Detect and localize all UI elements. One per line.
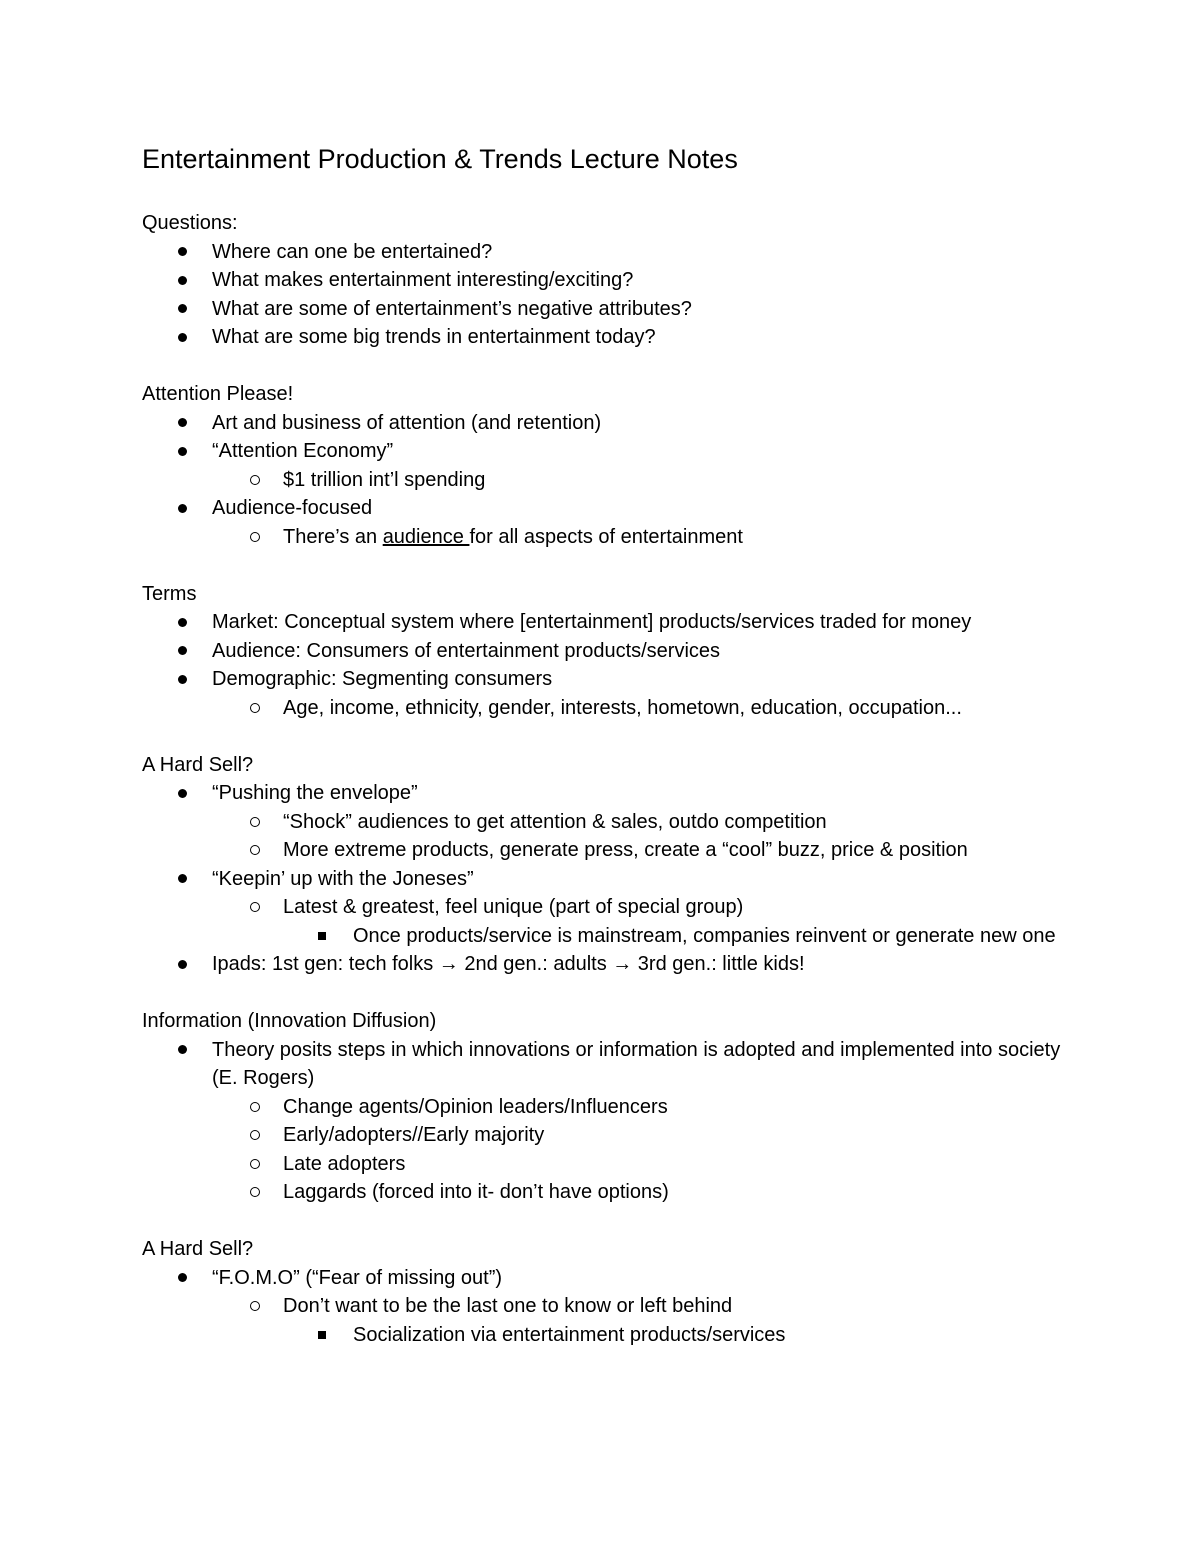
list-item — [142, 950, 1070, 979]
list-item — [142, 494, 1070, 523]
list-item — [142, 637, 1070, 666]
list-marker — [250, 836, 260, 865]
text-run: There’s an — [283, 525, 383, 548]
list-item-text: Where can one be entertained? — [212, 240, 493, 263]
notes-section — [142, 380, 1070, 551]
section-heading: Information (Innovation Diffusion) — [142, 1010, 437, 1032]
list-item — [142, 266, 1070, 295]
list-item — [142, 1321, 1070, 1350]
list-item — [142, 523, 1070, 552]
list-item — [142, 922, 1070, 951]
list-item-text: What makes entertainment interesting/exciting? — [212, 269, 634, 291]
bullet-disc-icon — [178, 418, 187, 427]
bullet-disc-icon — [178, 504, 187, 513]
bullet-disc-icon — [178, 874, 187, 883]
list-marker — [250, 1121, 260, 1150]
page-title: Entertainment Production & Trends Lecture Notes — [142, 144, 738, 174]
notes-section — [142, 1007, 1070, 1207]
list-item — [142, 608, 1070, 637]
bullet-disc-icon — [178, 618, 187, 627]
bullet-disc-icon — [178, 789, 187, 798]
bullet-circle-icon — [250, 1187, 260, 1197]
list-item-text: What are some of entertainment’s negative attributes? — [212, 297, 692, 320]
list-item-text: “Keepin’ up with the Joneses” — [212, 867, 474, 890]
list-marker — [250, 1150, 260, 1179]
list-item-text: What are some big trends in entertainment today? — [212, 326, 656, 348]
list-marker — [178, 665, 187, 694]
list-marker — [250, 1292, 260, 1321]
list-item-text — [283, 526, 743, 548]
list-marker — [178, 437, 187, 466]
list-item — [142, 1121, 1070, 1150]
notes-section — [142, 209, 1070, 352]
list-item — [142, 466, 1070, 495]
bullet-disc-icon — [178, 1045, 187, 1054]
bullet-circle-icon — [250, 902, 260, 912]
bullet-disc-icon — [178, 247, 187, 256]
list-item-text: Late adopters — [283, 1152, 406, 1175]
list-marker — [250, 808, 260, 837]
bullet-circle-icon — [250, 1301, 260, 1311]
bullet-disc-icon — [178, 447, 187, 456]
bullet-disc-icon — [178, 960, 187, 969]
list-item-text: Audience: Consumers of entertainment products/services — [212, 639, 721, 662]
list-item-text: $1 trillion int’l spending — [283, 468, 486, 491]
list-marker — [250, 523, 260, 552]
list-item — [142, 295, 1070, 324]
bullet-list-level-1 — [142, 1264, 1070, 1350]
bullet-circle-icon — [250, 817, 260, 827]
list-item-text: Once products/service is mainstream, companies reinvent or generate new one — [353, 924, 1056, 947]
bullet-disc-icon — [178, 1273, 187, 1282]
list-marker — [318, 922, 326, 951]
bullet-list-level-1 — [142, 1036, 1070, 1207]
bullet-list-level-1 — [142, 608, 1070, 722]
list-marker — [250, 1178, 260, 1207]
list-item-text: Art and business of attention (and retention) — [212, 411, 602, 434]
list-item — [142, 238, 1070, 267]
bullet-circle-icon — [250, 845, 260, 855]
list-item-text: More extreme products, generate press, create a “cool” buzz, price & position — [283, 839, 968, 861]
list-marker — [178, 238, 187, 267]
bullet-disc-icon — [178, 675, 187, 684]
list-marker — [178, 266, 187, 295]
notes-section — [142, 580, 1070, 723]
list-item-text: Theory posits steps in which innovations or information is adopted and implemented into society (E. Rogers) — [212, 1038, 1061, 1089]
list-marker — [250, 893, 260, 922]
list-item-text: Laggards (forced into it- don’t have options) — [283, 1181, 669, 1203]
bullet-circle-icon — [250, 1159, 260, 1169]
list-item-text: Change agents/Opinion leaders/Influencers — [283, 1095, 668, 1118]
bullet-circle-icon — [250, 1102, 260, 1112]
list-item — [142, 323, 1070, 352]
list-item-text: Market: Conceptual system where [entertainment] products/services traded for money — [212, 611, 972, 633]
list-marker — [178, 323, 187, 352]
bullet-square-icon — [318, 1331, 326, 1339]
bullet-list-level-1 — [142, 779, 1070, 979]
list-item — [142, 437, 1070, 466]
section-heading: Attention Please! — [142, 383, 294, 405]
list-item — [142, 779, 1070, 808]
bullet-list-level-1 — [142, 238, 1070, 352]
list-marker — [178, 494, 187, 523]
list-marker — [318, 1321, 326, 1350]
list-item — [142, 694, 1070, 723]
section-heading: Questions: — [142, 212, 238, 234]
list-item-text: Ipads: 1st gen: tech folks → 2nd gen.: adults → 3rd gen.: little kids! — [212, 953, 805, 975]
bullet-list-level-1 — [142, 409, 1070, 552]
sections-container — [142, 209, 1070, 1349]
list-marker — [250, 694, 260, 723]
list-marker — [178, 1036, 187, 1065]
bullet-circle-icon — [250, 532, 260, 542]
list-marker — [178, 409, 187, 438]
list-item-text: Audience-focused — [212, 497, 373, 519]
list-item-text: Don’t want to be the last one to know or left behind — [283, 1295, 733, 1317]
bullet-circle-icon — [250, 1130, 260, 1140]
list-item — [142, 1150, 1070, 1179]
list-item — [142, 836, 1070, 865]
underlined-term: audience — [382, 525, 470, 548]
list-marker — [178, 295, 187, 324]
bullet-circle-icon — [250, 703, 260, 713]
bullet-disc-icon — [178, 646, 187, 655]
list-marker — [178, 865, 187, 894]
list-item-text: “Attention Economy” — [212, 440, 394, 462]
list-item — [142, 893, 1070, 922]
list-marker — [178, 950, 187, 979]
section-heading: A Hard Sell? — [142, 753, 254, 776]
bullet-disc-icon — [178, 333, 187, 342]
list-item-text: Demographic: Segmenting consumers — [212, 668, 553, 690]
list-marker — [178, 1264, 187, 1293]
list-item-text: “Pushing the envelope” — [212, 782, 418, 804]
list-item-text: “F.O.M.O” (“Fear of missing out”) — [212, 1266, 503, 1289]
list-marker — [250, 466, 260, 495]
bullet-disc-icon — [178, 276, 187, 285]
list-item — [142, 665, 1070, 694]
text-run: for all aspects of entertainment — [469, 525, 743, 548]
list-item-text: Latest & greatest, feel unique (part of special group) — [283, 896, 744, 918]
list-item — [142, 1178, 1070, 1207]
list-item — [142, 1264, 1070, 1293]
section-heading: Terms — [142, 582, 197, 605]
list-item — [142, 1093, 1070, 1122]
notes-section — [142, 751, 1070, 979]
section-heading: A Hard Sell? — [142, 1238, 254, 1260]
bullet-square-icon — [318, 932, 326, 940]
bullet-circle-icon — [250, 475, 260, 485]
list-marker — [178, 608, 187, 637]
list-item-text: Early/adopters//Early majority — [283, 1124, 545, 1146]
list-marker — [178, 779, 187, 808]
list-item — [142, 409, 1070, 438]
list-item — [142, 1036, 1070, 1093]
notes-section — [142, 1235, 1070, 1349]
list-item-text: “Shock” audiences to get attention & sales, outdo competition — [283, 810, 827, 833]
list-marker — [250, 1093, 260, 1122]
list-marker — [178, 637, 187, 666]
list-item — [142, 808, 1070, 837]
list-item — [142, 1292, 1070, 1321]
list-item-text: Socialization via entertainment products/services — [353, 1323, 786, 1346]
list-item — [142, 865, 1070, 894]
bullet-disc-icon — [178, 304, 187, 313]
list-item-text: Age, income, ethnicity, gender, interests, hometown, education, occupation... — [283, 696, 962, 719]
